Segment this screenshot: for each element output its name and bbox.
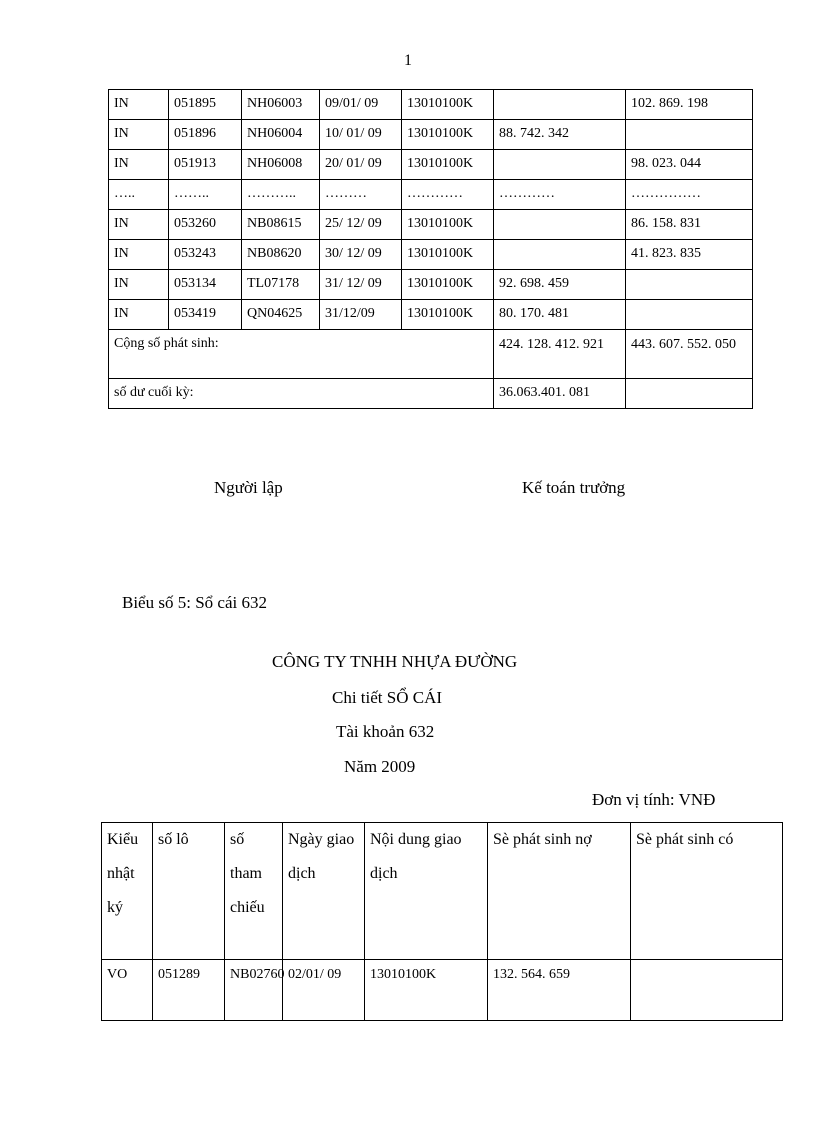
table-cell: IN — [109, 270, 169, 300]
table-cell: 051895 — [169, 90, 242, 120]
table-cell: …….. — [169, 180, 242, 210]
year-label: Năm 2009 — [344, 757, 416, 776]
table-cell: 80. 170. 481 — [494, 300, 626, 330]
table-cell: 13010100K — [402, 120, 494, 150]
table-cell: NH06008 — [242, 150, 320, 180]
table-cell: 41. 823. 835 — [626, 240, 753, 270]
table-cell: 20/ 01/ 09 — [320, 150, 402, 180]
column-header: số tham chiếu — [225, 823, 283, 960]
table-cell: ….. — [109, 180, 169, 210]
table-cell: NB08615 — [242, 210, 320, 240]
table-cell: ………… — [402, 180, 494, 210]
table-cell — [626, 120, 753, 150]
table-cell: VO — [102, 960, 153, 1021]
table-cell: 051289 — [153, 960, 225, 1021]
table-cell: 31/ 12/ 09 — [320, 270, 402, 300]
table-cell: 25/ 12/ 09 — [320, 210, 402, 240]
table-caption: Biểu số 5: Sổ cái 632 — [122, 593, 267, 612]
company-name: CÔNG TY TNHH NHỰA ĐƯỜNG — [272, 652, 518, 671]
table-cell: 053260 — [169, 210, 242, 240]
closing-debit: 36.063.401. 081 — [494, 379, 626, 409]
table-cell: 31/12/09 — [320, 300, 402, 330]
table-cell: NB08620 — [242, 240, 320, 270]
table-cell: 02/01/ 09 — [283, 960, 365, 1021]
table-row — [109, 150, 753, 180]
table-row — [109, 300, 753, 330]
table-cell: 053243 — [169, 240, 242, 270]
table-row — [109, 210, 753, 240]
table-row — [109, 90, 753, 120]
column-header: Ngày giao dịch — [283, 823, 365, 960]
total-credit: 443. 607. 552. 050 — [626, 330, 753, 379]
closing-label: số dư cuối kỳ: — [109, 379, 494, 409]
header-row — [102, 823, 783, 960]
table-cell: IN — [109, 240, 169, 270]
table-cell: 13010100K — [402, 90, 494, 120]
table-cell: ……… — [320, 180, 402, 210]
table-cell: IN — [109, 150, 169, 180]
table-cell — [494, 90, 626, 120]
total-row — [109, 330, 753, 379]
table-cell: 13010100K — [365, 960, 488, 1021]
table-cell — [626, 270, 753, 300]
table-cell: 13010100K — [402, 210, 494, 240]
table-cell: 86. 158. 831 — [626, 210, 753, 240]
ledger-title: Chi tiết SỔ CÁI — [332, 688, 443, 707]
page-number: 1 — [404, 52, 412, 69]
table-cell: QN04625 — [242, 300, 320, 330]
currency-unit: Đơn vị tính: VNĐ — [592, 790, 716, 809]
table-cell — [494, 210, 626, 240]
column-header: Sè phát sinh nợ — [488, 823, 631, 960]
ledger-table-top — [108, 89, 753, 409]
column-header: số lô — [153, 823, 225, 960]
column-header: Nội dung giao dịch — [365, 823, 488, 960]
closing-credit — [626, 379, 753, 409]
table-row — [109, 270, 753, 300]
account-label: Tài khoản 632 — [336, 722, 435, 741]
chief-accountant-signature: Kế toán trưởng — [522, 478, 626, 497]
table-cell — [494, 240, 626, 270]
table-cell: 30/ 12/ 09 — [320, 240, 402, 270]
table-cell: IN — [109, 90, 169, 120]
total-label: Cộng số phát sinh: — [109, 330, 494, 379]
table-row — [109, 240, 753, 270]
table-cell: 13010100K — [402, 240, 494, 270]
table-cell: NH06004 — [242, 120, 320, 150]
table-cell — [626, 300, 753, 330]
column-header: Sè phát sinh có — [631, 823, 783, 960]
table-cell: …………… — [626, 180, 753, 210]
table-cell — [631, 960, 783, 1021]
ledger-table-632 — [101, 822, 783, 1021]
closing-balance-row — [109, 379, 753, 409]
table-cell: 053419 — [169, 300, 242, 330]
table-cell: 13010100K — [402, 270, 494, 300]
table-cell: NB02760 — [225, 960, 283, 1021]
table-cell: IN — [109, 300, 169, 330]
table-cell: 92. 698. 459 — [494, 270, 626, 300]
table-row — [109, 120, 753, 150]
table-cell: TL07178 — [242, 270, 320, 300]
table-cell: 051896 — [169, 120, 242, 150]
preparer-signature: Người lập — [214, 478, 283, 497]
table-cell: 053134 — [169, 270, 242, 300]
table-row — [102, 960, 783, 1021]
table-cell: 88. 742. 342 — [494, 120, 626, 150]
table-cell: IN — [109, 210, 169, 240]
table-cell: 09/01/ 09 — [320, 90, 402, 120]
column-header: Kiểu nhật ký — [102, 823, 153, 960]
table-cell: 13010100K — [402, 150, 494, 180]
table-cell: NH06003 — [242, 90, 320, 120]
table-cell: IN — [109, 120, 169, 150]
table-cell: 10/ 01/ 09 — [320, 120, 402, 150]
table-cell: 132. 564. 659 — [488, 960, 631, 1021]
table-cell: 13010100K — [402, 300, 494, 330]
table-row — [109, 180, 753, 210]
table-cell — [494, 150, 626, 180]
table-cell: ………… — [494, 180, 626, 210]
table-cell: 051913 — [169, 150, 242, 180]
table-cell: 102. 869. 198 — [626, 90, 753, 120]
table-cell: ……….. — [242, 180, 320, 210]
total-debit: 424. 128. 412. 921 — [494, 330, 626, 379]
table-cell: 98. 023. 044 — [626, 150, 753, 180]
